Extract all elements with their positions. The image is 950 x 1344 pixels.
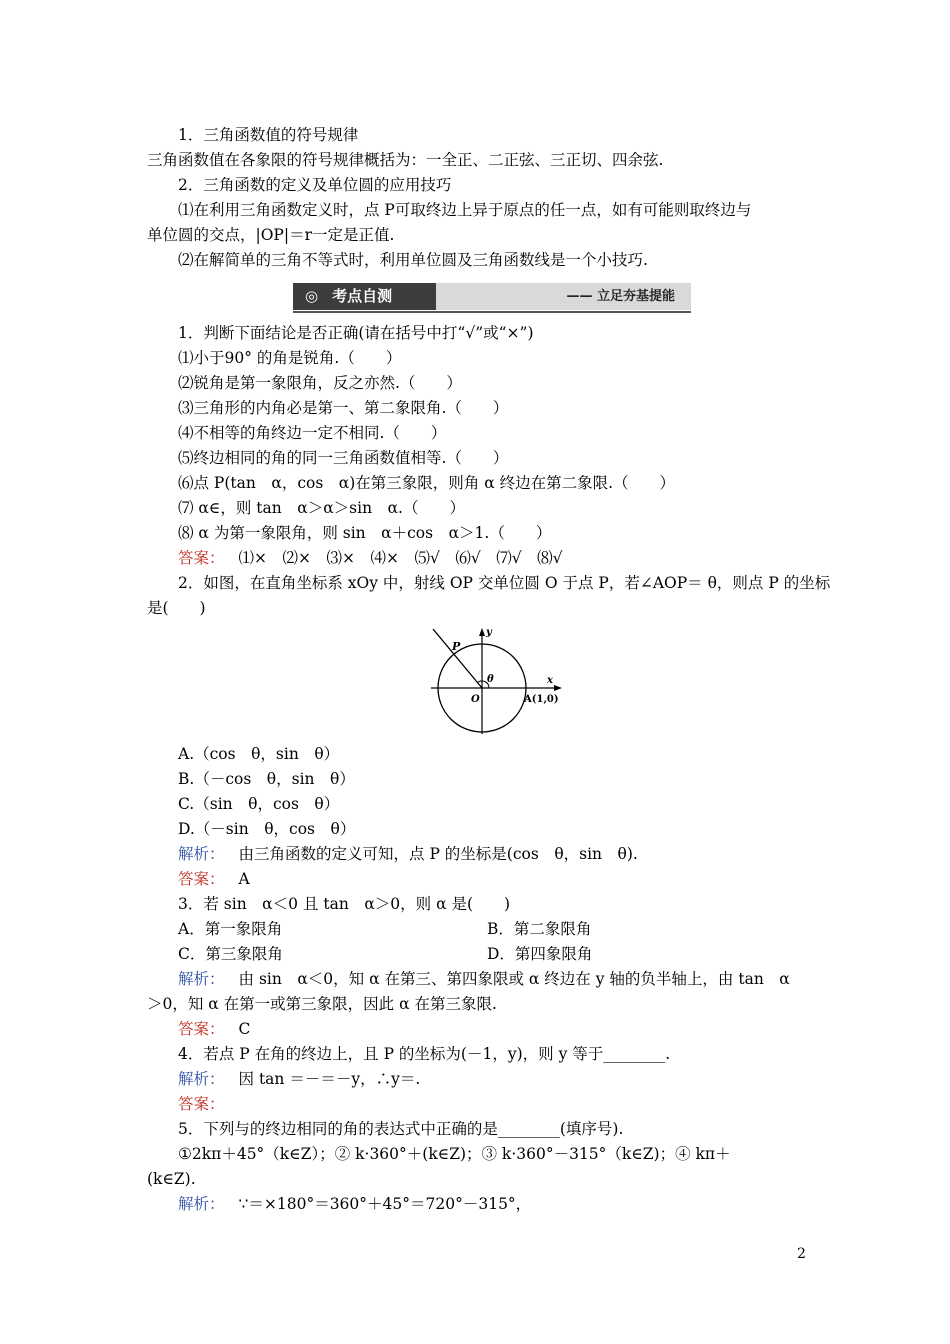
q3-stem: 3．若 sin α＜0 且 tan α＞0，则 α 是( ) [178,895,511,913]
q2-analysis: 由三角函数的定义可知，点 P 的坐标是(cos θ，sin θ). [238,845,638,863]
q1-item-5: ⑸终边相同的角的同一三角函数值相等.（ ） [178,449,509,467]
answer-label: 答案： [178,870,225,888]
q2-answer: A [238,870,250,888]
banner-rule [293,311,691,313]
banner-subtitle-box [436,283,691,310]
q5-stem: 5．下列与的终边相同的角的表达式中正确的是________(填序号). [178,1120,624,1138]
q2-option-c: C.（sin θ，cos θ） [178,795,340,813]
tip1-body: 三角函数值在各象限的符号规律概括为：一全正、二正弦、三正切、四余弦. [147,151,664,169]
label-a: A(1,0) [524,694,559,705]
q4-analysis-line [178,1069,420,1089]
q4-answer-line [178,1094,225,1114]
q1-item-3: ⑶三角形的内角必是第一、第二象限角.（ ） [178,399,509,417]
q5-options-line1: ①2kπ＋45°（k∈Z）；② k·360°＋(k∈Z)；③ k·360°－315°（k∈Z)；④ kπ＋ [178,1145,731,1163]
q3-option-c: C．第三象限角 [178,945,283,963]
label-p: P [452,640,461,653]
q5-analysis-line [178,1194,531,1214]
x-axis-arrow-icon [554,685,562,691]
analysis-label: 解析： [178,1070,225,1088]
q3-option-a: A．第一象限角 [178,920,283,938]
page-number: 2 [797,1246,806,1262]
label-y: y [486,627,492,638]
banner-title-box [293,283,436,310]
answer-label: 答案： [178,1020,225,1038]
tip2-para1-line2: 单位圆的交点，|OP|＝r一定是正值. [147,226,395,244]
q3-analysis-line2: ＞0，知 α 在第一或第三象限，因此 α 在第三象限. [147,995,497,1013]
q3-analysis-line1 [178,969,790,989]
banner-title: 考点自测 [332,287,393,305]
q1-item-2: ⑵锐角是第一象限角，反之亦然.（ ） [178,374,462,392]
q1-item-7: ⑺ α∈，则 tan α＞α＞sin α.（ ） [178,499,465,517]
q2-stem-line2: 是( ) [147,599,206,617]
y-axis-arrow-icon [479,628,485,636]
q3-answer: C [238,1020,251,1038]
q2-analysis-line [178,844,638,864]
q1-item-6: ⑹点 P(tan α，cos α)在第三象限，则角 α 终边在第二象限.（ ） [178,474,676,492]
tip2-para1-line1: ⑴在利用三角函数定义时，点 P可取终边上异于原点的任一点，如有可能则取终边与 [178,201,752,219]
q2-stem-line1: 2．如图，在直角坐标系 xOy 中，射线 OP 交单位圆 O 于点 P，若∠AOP＝ θ，则点 P 的坐标 [178,574,831,592]
q5-analysis: ∵＝×180°＝360°＋45°＝720°－315°， [238,1195,532,1213]
q3-option-b: B．第二象限角 [487,920,592,938]
answer-label: 答案： [178,549,225,567]
analysis-label: 解析： [178,970,225,988]
q4-analysis: 因 tan ＝－＝－y，∴y＝. [238,1070,421,1088]
label-o: O [471,694,480,705]
q1-answer-line [178,548,562,568]
q4-stem: 4．若点 P 在角的终边上，且 P 的坐标为(－1，y)，则 y 等于________. [178,1045,671,1063]
circle-mark-icon: ◎ [305,287,319,305]
label-theta: θ [487,674,494,685]
q1-item-8: ⑻ α 为第一象限角，则 sin α＋cos α＞1.（ ） [178,524,552,542]
unit-circle-figure [425,624,565,736]
section-banner [293,283,691,310]
answer-label: 答案： [178,1095,225,1113]
q2-option-a: A.（cos θ，sin θ） [178,745,340,763]
q1-item-1: ⑴小于90° 的角是锐角.（ ） [178,349,402,367]
q1-answer: ⑴× ⑵× ⑶× ⑷× ⑸√ ⑹√ ⑺√ ⑻√ [238,549,563,567]
analysis-label: 解析： [178,1195,225,1213]
q2-option-b: B.（－cos θ，sin θ） [178,770,355,788]
tip1-title: 1．三角函数值的符号规律 [178,126,359,144]
q3-answer-line [178,1019,250,1039]
label-x: x [547,675,553,686]
banner-subtitle: —— 立足夯基提能 [566,289,675,304]
q1-item-4: ⑷不相等的角终边一定不相同.（ ） [178,424,447,442]
ray-op [433,629,482,688]
q3-analysis-a: 由 sin α＜0，知 α 在第三、第四象限或 α 终边在 y 轴的负半轴上，由 tan α [238,970,790,988]
tip2-para2: ⑵在解简单的三角不等式时，利用单位圆及三角函数线是一个小技巧. [178,251,648,269]
q2-option-d: D.（－sin θ，cos θ） [178,820,356,838]
q5-options-line2: (k∈Z). [147,1170,196,1188]
q2-answer-line [178,869,250,889]
tip2-title: 2．三角函数的定义及单位圆的应用技巧 [178,176,452,194]
analysis-label: 解析： [178,845,225,863]
q3-option-d: D．第四象限角 [487,945,593,963]
q1-stem: 1．判断下面结论是否正确(请在括号中打“√”或“×”) [178,324,534,342]
